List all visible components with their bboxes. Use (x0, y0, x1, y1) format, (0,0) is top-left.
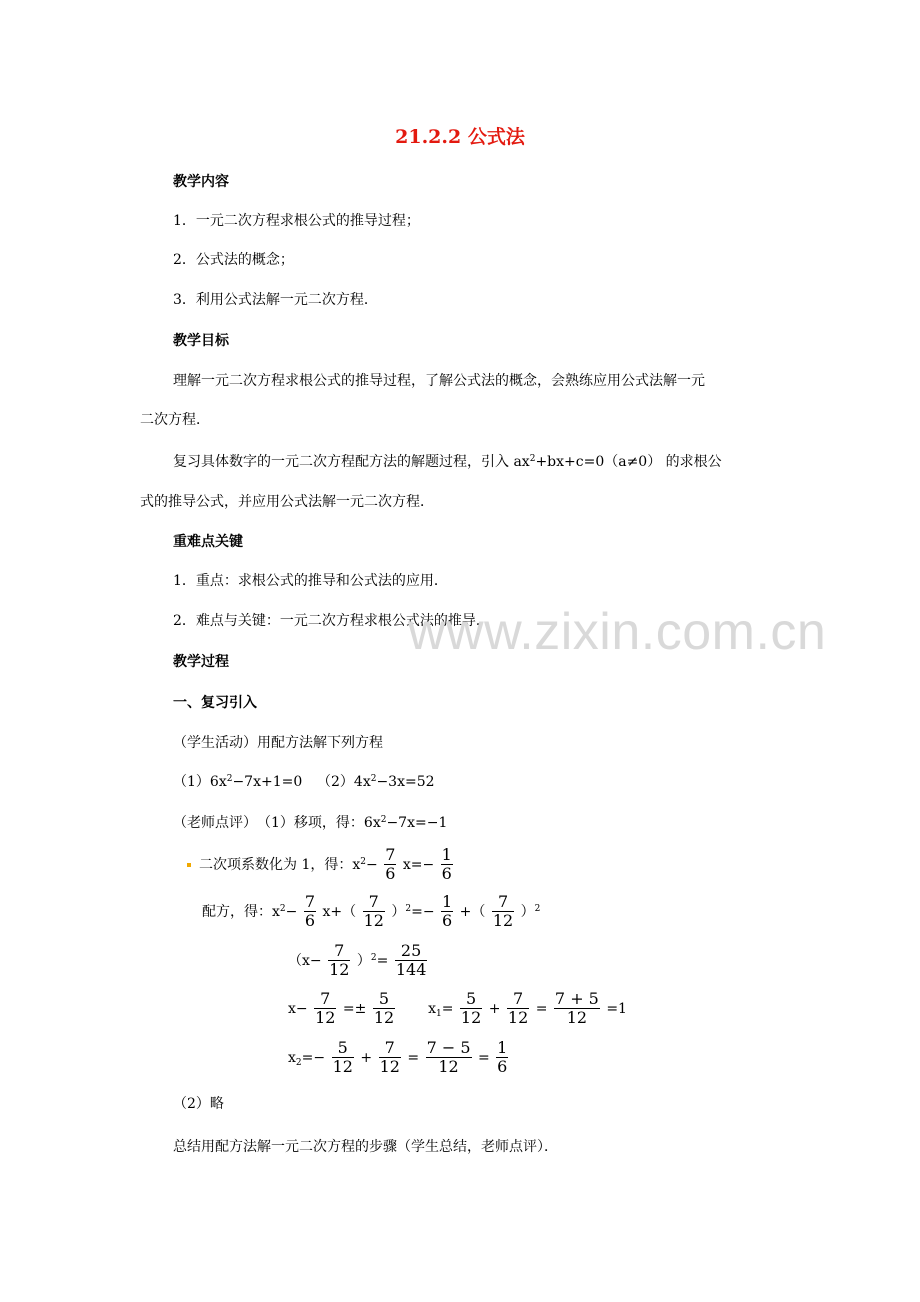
op: = (477, 1049, 490, 1066)
subscript: 1 (436, 1008, 442, 1019)
op: − (285, 903, 298, 920)
numerator: 5 (332, 1039, 354, 1058)
denominator: 12 (492, 911, 514, 931)
step2-text: 配方，得：x (202, 903, 280, 920)
numerator: 5 (373, 990, 395, 1009)
denominator: 12 (438, 1057, 459, 1077)
goals-p2-b: +bx+c=0（a≠0） 的求根公 (535, 454, 722, 470)
heading-content: 教学内容 (173, 174, 229, 190)
part-2-omitted: （2）略 (173, 1096, 224, 1112)
op: − (366, 856, 378, 873)
exp: 2 (370, 952, 377, 963)
numerator: 7 + 5 (554, 989, 599, 1008)
numerator: 7 (379, 1039, 401, 1058)
op: = (407, 1049, 420, 1066)
comment-a: （老师点评） （1）移项，得：6x (173, 815, 381, 831)
goals-p2-line2: 式的推导公式，并应用公式法解一元二次方程． (140, 494, 434, 510)
exp: 2 (360, 856, 366, 867)
numerator: 1 (442, 892, 453, 911)
denominator: 144 (395, 960, 427, 980)
fraction (507, 990, 529, 1028)
op: ） (356, 952, 371, 969)
numerator: 7 − 5 (426, 1038, 471, 1057)
heading-keys: 重难点关键 (173, 534, 243, 550)
fraction (379, 1039, 401, 1077)
op: x+（ (322, 903, 357, 920)
heading-process: 教学过程 (173, 654, 229, 670)
keys-item-2: 2．难点与关键：一元二次方程求根公式法的推导． (173, 613, 490, 629)
denominator: 12 (332, 1057, 353, 1077)
var: x (288, 1000, 296, 1017)
numerator: 25 (395, 942, 428, 961)
content-item-3: 3．利用公式法解一元二次方程． (173, 292, 378, 308)
summary-text: 总结用配方法解一元二次方程的步骤（学生总结，老师点评）． (173, 1139, 558, 1155)
numerator: 5 (460, 990, 482, 1009)
fraction (363, 893, 385, 931)
denominator: 6 (441, 864, 452, 884)
denominator: 6 (442, 911, 453, 931)
op: =− (411, 903, 435, 920)
op: ） (520, 903, 535, 920)
fraction (441, 893, 453, 931)
denominator: 6 (304, 911, 316, 931)
fraction (426, 1039, 472, 1077)
op: + (488, 1000, 501, 1017)
subheading-review: 一、复习引入 (173, 695, 257, 711)
watermark: www.zixin.com.cn (408, 603, 827, 661)
fraction (492, 893, 514, 931)
var: x (402, 856, 411, 873)
eq1-a: （1）6x (173, 774, 227, 790)
numerator: 1 (497, 1038, 508, 1057)
goals-p1-line2: 二次方程． (140, 412, 210, 428)
fraction (314, 990, 336, 1028)
exp: 2 (405, 903, 412, 914)
bullet-icon (187, 863, 191, 867)
heading-goals: 教学目标 (173, 333, 229, 349)
fraction (373, 990, 395, 1028)
op: = (441, 1000, 454, 1017)
var: x (288, 1049, 296, 1066)
fraction (304, 893, 316, 931)
op: =1 (606, 1000, 627, 1017)
fraction (441, 846, 453, 884)
denominator: 12 (507, 1008, 529, 1028)
exp: 2 (529, 454, 536, 464)
student-activity: （学生活动）用配方法解下列方程 (173, 735, 383, 751)
equation-1 (173, 775, 302, 789)
numerator: 7 (385, 845, 396, 864)
op: ） (391, 903, 406, 920)
page-title: 21.2.2 公式法 (395, 126, 525, 148)
step1-text: 二次项系数化为 1，得：x (199, 856, 361, 873)
goals-p2-line1 (173, 455, 722, 469)
comment-b: −7x=−1 (386, 815, 448, 831)
keys-item-1: 1．重点：求根公式的推导和公式法的应用． (173, 573, 448, 589)
fraction (395, 942, 428, 980)
step-normalize (187, 846, 455, 884)
numerator: 1 (441, 845, 452, 864)
exp: 2 (380, 815, 387, 825)
denominator: 12 (460, 1008, 482, 1028)
denominator: 12 (315, 1008, 336, 1028)
exp: 2 (279, 903, 286, 914)
fraction (384, 846, 396, 884)
var: x (428, 1000, 436, 1017)
op: =± (342, 1000, 367, 1017)
denominator: 12 (379, 1057, 400, 1077)
numerator: 7 (328, 942, 350, 961)
op: =− (301, 1049, 326, 1066)
goals-p2-a: 复习具体数字的一元二次方程配方法的解题过程，引入 ax (173, 454, 530, 470)
step-root-2 (288, 1039, 510, 1077)
denominator: 6 (385, 864, 396, 884)
numerator: 7 (507, 990, 529, 1009)
eq2-b: −3x=52 (376, 774, 435, 790)
numerator: 7 (304, 892, 316, 911)
op: + (459, 903, 472, 920)
numerator: 7 (492, 893, 514, 912)
exp: 2 (370, 774, 377, 784)
denominator: 12 (329, 960, 350, 980)
fraction (328, 942, 350, 980)
denominator: 6 (497, 1057, 508, 1077)
op: = (376, 952, 389, 969)
fraction (496, 1039, 508, 1077)
goals-p1-line1: 理解一元二次方程求根公式的推导过程，了解公式法的概念，会熟练应用公式法解一元 (173, 373, 705, 389)
teacher-comment (173, 816, 447, 830)
step-root-1 (288, 990, 627, 1028)
denominator: 12 (363, 911, 384, 931)
eq2-a: （2）4x (317, 774, 371, 790)
content-item-1: 1．一元二次方程求根公式的推导过程； (173, 213, 420, 229)
numerator: 7 (363, 893, 385, 912)
op: =− (410, 856, 435, 873)
denominator: 12 (566, 1008, 588, 1028)
op: + (360, 1049, 373, 1066)
fraction (332, 1039, 354, 1077)
exp: 2 (226, 774, 233, 784)
op: （x− (288, 952, 322, 969)
equation-2 (317, 775, 435, 789)
step-square-form (288, 942, 429, 980)
fraction (460, 990, 482, 1028)
op: − (295, 1000, 308, 1017)
eq1-b: −7x+1=0 (232, 774, 303, 790)
denominator: 12 (373, 1008, 395, 1028)
op: = (535, 1000, 548, 1017)
fraction (554, 990, 600, 1028)
exp: 2 (534, 903, 541, 914)
step-complete-square: 配方，得：$x^2-$ $\frac{7}{6}$ x+（ $\frac{7}{12}$ ）$^2$=− $\frac{1}{6}$ +（ $\frac{7}{12}$ ）$^2$ (202, 892, 541, 931)
content-item-2: 2．公式法的概念； (173, 252, 294, 268)
numerator: 7 (314, 990, 336, 1009)
subscript: 2 (295, 1057, 302, 1068)
